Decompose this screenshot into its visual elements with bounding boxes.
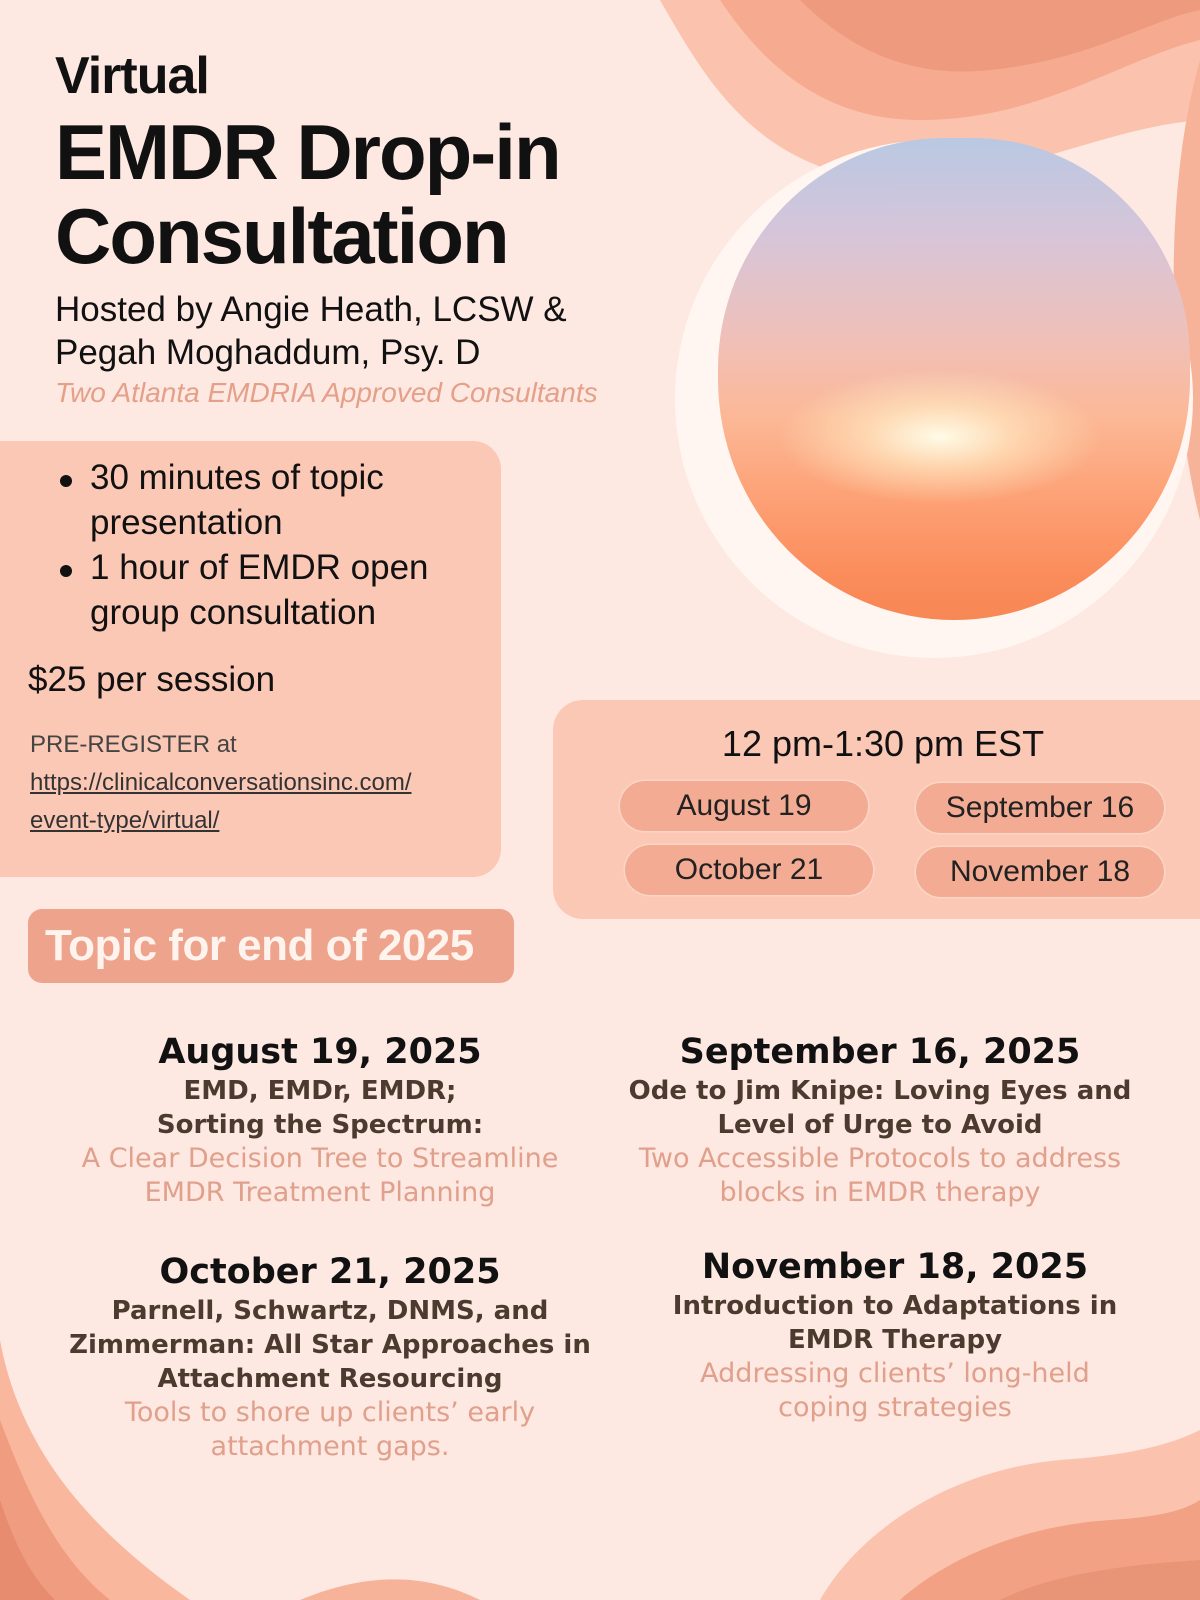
session-date: November 18, 2025 — [701, 1247, 1089, 1287]
session-description: attachment gaps. — [210, 1431, 450, 1462]
session-title: Ode to Jim Knipe: Loving Eyes and — [628, 1076, 1132, 1106]
session-november — [620, 1245, 1170, 1425]
preregister-label: PRE-REGISTER at — [30, 731, 237, 758]
hosts-line-1: Hosted by Angie Heath, LCSW & — [55, 290, 567, 329]
details-list — [60, 455, 480, 635]
session-october — [60, 1250, 600, 1464]
eyebrow-text: Virtual — [55, 47, 209, 105]
topics-heading: Topic for end of 2025 — [45, 921, 474, 970]
session-description: blocks in EMDR therapy — [719, 1177, 1041, 1208]
list-item — [60, 545, 480, 635]
title-line-2: Consultation — [55, 192, 508, 280]
session-september — [600, 1030, 1160, 1210]
registration-link-continued[interactable]: event-type/virtual/ — [30, 807, 220, 834]
session-title: Level of Urge to Avoid — [717, 1110, 1043, 1140]
session-date: August 19, 2025 — [158, 1032, 482, 1072]
sunset-sky-image — [718, 138, 1190, 620]
registration-link[interactable]: https://clinicalconversationsinc.com/ — [30, 769, 412, 796]
title-line-1: EMDR Drop-in — [55, 108, 560, 196]
hosts — [55, 288, 567, 374]
date-pill-september: September 16 — [916, 783, 1164, 833]
session-description: EMDR Treatment Planning — [144, 1177, 496, 1208]
session-description: A Clear Decision Tree to Streamline — [81, 1143, 559, 1174]
hosts-line-2: Pegah Moghaddum, Psy. D — [55, 333, 481, 372]
session-title: Parnell, Schwartz, DNMS, and — [111, 1296, 549, 1326]
session-title: EMDR Therapy — [787, 1325, 1003, 1355]
session-title: Zimmerman: All Star Approaches in — [69, 1330, 591, 1360]
list-item-text: 30 minutes of topic presentation — [90, 458, 384, 542]
session-time: 12 pm-1:30 pm EST — [721, 723, 1045, 764]
session-title: Sorting the Spectrum: — [156, 1110, 484, 1140]
session-description: Addressing clients’ long-held — [700, 1358, 1090, 1389]
session-description: Tools to shore up clients’ early — [124, 1397, 536, 1428]
session-title: EMD, EMDr, EMDR; — [183, 1076, 457, 1106]
session-description: Two Accessible Protocols to address — [638, 1143, 1122, 1174]
list-item-text: 1 hour of EMDR open group consultation — [90, 548, 429, 632]
bullet-icon — [60, 475, 72, 487]
session-august — [60, 1030, 580, 1210]
date-pill-november: November 18 — [916, 847, 1164, 897]
bullet-icon — [60, 565, 72, 577]
price: $25 per session — [28, 660, 276, 699]
date-pill-october: October 21 — [625, 845, 873, 895]
subtitle: Two Atlanta EMDRIA Approved Consultants — [55, 377, 598, 408]
session-title: Attachment Resourcing — [157, 1364, 503, 1394]
preregister-block — [30, 726, 412, 840]
session-date: October 21, 2025 — [159, 1252, 501, 1292]
session-date: September 16, 2025 — [679, 1032, 1081, 1072]
session-description: coping strategies — [778, 1392, 1012, 1423]
date-pill-august: August 19 — [620, 781, 868, 831]
session-title: Introduction to Adaptations in — [672, 1291, 1118, 1321]
list-item — [60, 455, 480, 545]
